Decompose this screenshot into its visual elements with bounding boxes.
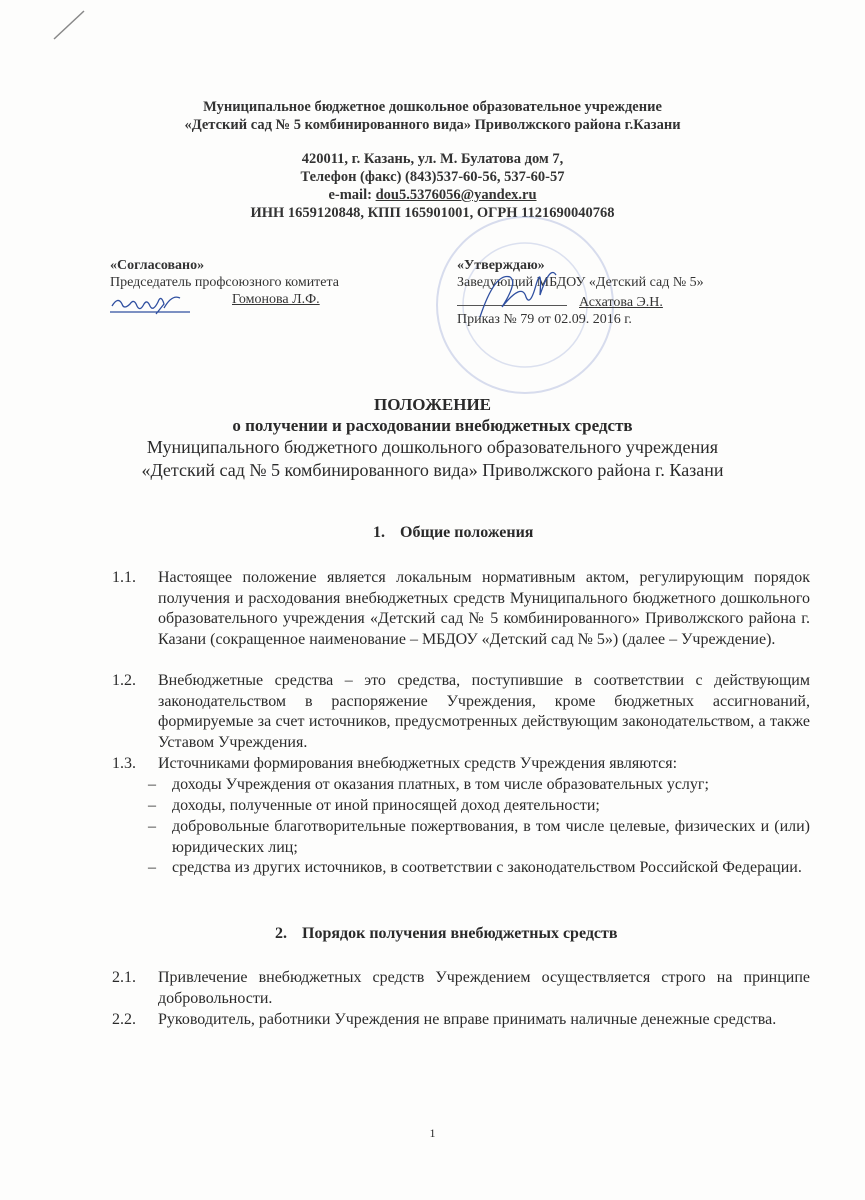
signature-askhatova [470, 262, 560, 332]
source-bullet: – добровольные благотворительные пожертвования, в том числе целевые, физических и (или) юридических лиц; [148, 818, 810, 856]
agreed-name: Гомонова Л.Ф. [232, 292, 320, 307]
source-bullet: – доходы, полученные от иной приносящей доход деятельности; [148, 797, 600, 814]
clause-2-1: 2.1. Привлечение внебюджетных средств Учреждением осуществляется строго на принципе добровольности. [112, 969, 810, 1007]
agreed-heading: «Согласовано» [110, 258, 205, 273]
title-line-4: «Детский сад № 5 комбинированного вида» Приволжского района г. Казани [141, 459, 724, 480]
registration-ids: ИНН 1659120848, КПП 165901001, ОГРН 1121690040768 [250, 205, 615, 221]
title-sub: о получении и расходовании внебюджетных средств [232, 416, 633, 435]
org-line-1: Муниципальное бюджетное дошкольное образовательное учреждение [203, 99, 662, 115]
signature-gomonova [108, 290, 193, 316]
approved-position: Заведующий МБДОУ «Детский сад № 5» [457, 275, 704, 290]
clause-1-1: 1.1. Настоящее положение является локальным нормативным актом, регулирующим порядок получения и расходования внебюджетных средств Муниципального бюджетного дошкольного образовательного учреждения «Детский сад № 5 комбинированного» Приволжского района г. Казани (сокращенное наименование – МБДОУ «Детский сад № 5») (далее – Учреждение). [112, 569, 810, 649]
phone: Телефон (факс) (843)537-60-56, 537-60-57 [300, 169, 565, 185]
approved-name: Асхатова Э.Н. [579, 295, 663, 310]
approval-order: Приказ № 79 от 02.09. 2016 г. [457, 312, 632, 327]
email-link[interactable]: dou5.5376056@yandex.ru [375, 187, 537, 203]
section-1-heading: 1. Общие положения [373, 524, 534, 541]
org-line-2: «Детский сад № 5 комбинированного вида» Приволжского района г.Казани [184, 117, 681, 133]
section-2-heading: 2. Порядок получения внебюджетных средств [275, 925, 618, 942]
page-number: 1 [429, 1126, 436, 1140]
title-main: ПОЛОЖЕНИЕ [374, 395, 491, 414]
approved-heading: «Утверждаю» [457, 258, 545, 273]
email-label: e-mail: [328, 187, 376, 203]
address: 420011, г. Казань, ул. М. Булатова дом 7, [301, 151, 564, 167]
title-line-3: Муниципального бюджетного дошкольного образовательного учреждения [146, 437, 719, 457]
scan-pen-mark [50, 5, 90, 45]
clause-1-3: 1.3. Источниками формирования внебюджетных средств Учреждения являются: [112, 755, 678, 772]
document-title [0, 394, 865, 481]
clause-1-2: 1.2. Внебюджетные средства – это средства, поступившие в соответствии с действующим законодательством в распоряжение Учреждения, кроме бюджетных ассигнований, формируемые за счет источников, предусмотренных действующим законодательством, а также Уставом Учреждения. [112, 672, 810, 752]
source-bullet: – доходы Учреждения от оказания платных, в том числе образовательных услуг; [148, 776, 709, 793]
letterhead [0, 98, 865, 222]
clause-2-2: 2.2. Руководитель, работники Учреждения не вправе принимать наличные денежные средства. [112, 1011, 777, 1028]
agreed-position: Председатель профсоюзного комитета [110, 275, 340, 290]
source-bullet: – средства из других источников, в соответствии с законодательством Российской Федерации. [148, 859, 802, 876]
